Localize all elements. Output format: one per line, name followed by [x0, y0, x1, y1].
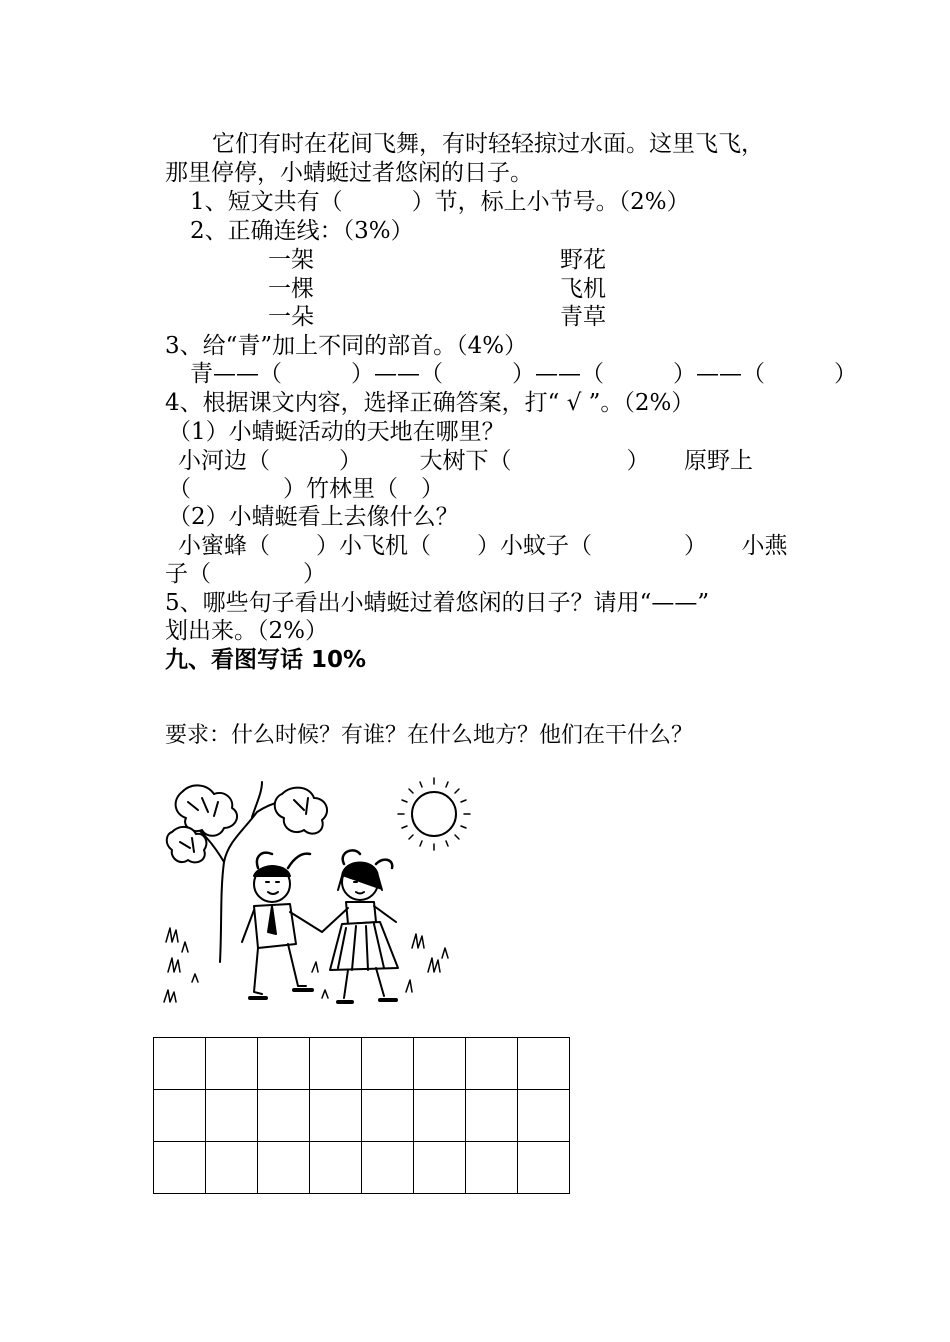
grid-cell[interactable] — [518, 1090, 570, 1142]
question-4-sub-1-options-2: （ ）竹林里（ ） — [168, 476, 444, 502]
grid-cell[interactable] — [466, 1038, 518, 1090]
sun-icon — [398, 778, 470, 850]
match-right-1: 野花 — [560, 247, 606, 273]
grid-cell[interactable] — [362, 1142, 414, 1194]
grid-cell[interactable] — [206, 1090, 258, 1142]
question-4-title: 4、根据课文内容，选择正确答案，打“ √ ”。（2%） — [165, 390, 695, 416]
grid-cell[interactable] — [258, 1090, 310, 1142]
match-left-3: 一朵 — [268, 304, 314, 330]
question-5-line-2: 划出来。（2%） — [165, 618, 328, 644]
match-right-2: 飞机 — [560, 276, 606, 302]
grid-cell[interactable] — [518, 1038, 570, 1090]
grid-cell[interactable] — [310, 1142, 362, 1194]
grid-cell[interactable] — [518, 1142, 570, 1194]
question-4-sub-2: （2）小蜻蜓看上去像什么？ — [168, 504, 459, 530]
grid-cell[interactable] — [258, 1142, 310, 1194]
writing-requirement: 要求：什么时候？有谁？在什么地方？他们在干什么？ — [165, 723, 694, 748]
grid-cell[interactable] — [310, 1090, 362, 1142]
grid-cell[interactable] — [362, 1090, 414, 1142]
grid-cell[interactable] — [206, 1142, 258, 1194]
grid-cell[interactable] — [154, 1038, 206, 1090]
match-left-2: 一棵 — [268, 276, 314, 302]
grid-cell[interactable] — [154, 1090, 206, 1142]
grid-cell[interactable] — [206, 1038, 258, 1090]
grid-row — [154, 1142, 570, 1194]
passage-line-1: 它们有时在花间飞舞，有时轻轻掠过水面。这里飞飞， — [212, 131, 764, 157]
question-4-sub-1-options-1: 小河边（ ） 大树下（ ） 原野上 — [178, 448, 753, 474]
question-3-blanks: 青——（ ）——（ ）——（ ）——（ ） — [190, 361, 857, 387]
girl-figure — [322, 850, 398, 1002]
section-9-heading: 九、看图写话 10% — [165, 647, 367, 673]
question-2-title: 2、正确连线：（3%） — [190, 218, 414, 244]
grid-cell[interactable] — [258, 1038, 310, 1090]
boy-figure — [242, 853, 322, 998]
grid-cell[interactable] — [414, 1090, 466, 1142]
question-5-line-1: 5、哪些句子看出小蜻蜓过着悠闲的日子？请用“——” — [165, 590, 710, 616]
match-right-3: 青草 — [560, 304, 606, 330]
passage-line-2: 那里停停，小蜻蜓过者悠闲的日子。 — [165, 160, 533, 186]
picture-illustration — [162, 772, 482, 1032]
grid-cell[interactable] — [362, 1038, 414, 1090]
grid-cell[interactable] — [414, 1142, 466, 1194]
grid-row — [154, 1038, 570, 1090]
match-left-1: 一架 — [268, 247, 314, 273]
grid-cell[interactable] — [466, 1090, 518, 1142]
question-1: 1、短文共有（ ）节，标上小节号。（2%） — [190, 189, 690, 215]
question-4-sub-2-options-1: 小蜜蜂（ ）小飞机（ ）小蚊子（ ） 小燕 — [178, 533, 788, 559]
grid-row — [154, 1090, 570, 1142]
grid-cell[interactable] — [414, 1038, 466, 1090]
writing-grid — [153, 1037, 570, 1194]
grid-cell[interactable] — [466, 1142, 518, 1194]
grid-cell[interactable] — [310, 1038, 362, 1090]
question-4-sub-2-options-2: 子（ ） — [165, 561, 326, 587]
question-4-sub-1: （1）小蜻蜓活动的天地在哪里？ — [168, 419, 505, 445]
grid-cell[interactable] — [154, 1142, 206, 1194]
question-3-title: 3、给“青”加上不同的部首。（4%） — [165, 333, 528, 359]
tree-icon — [167, 782, 327, 962]
